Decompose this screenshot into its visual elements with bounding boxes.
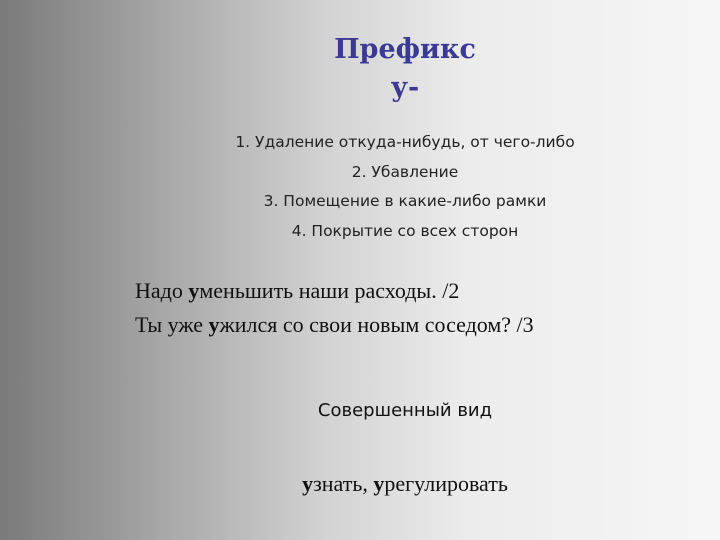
- highlighted-prefix: у: [302, 471, 314, 496]
- aspect-label: Совершенный вид: [317, 400, 493, 421]
- verb-examples: [200, 471, 610, 497]
- example-text: меньшить наши расходы. /2: [199, 278, 460, 303]
- verb-text: регулировать: [384, 471, 508, 496]
- example-text: Ты уже: [135, 312, 209, 337]
- meaning-item: 3. Помещение в какие-либо рамки: [263, 192, 547, 210]
- prefix-label: у-: [390, 72, 420, 103]
- meaning-item: 1. Удаление откуда-нибудь, от чего-либо: [235, 133, 575, 151]
- example-sentence: [135, 312, 534, 338]
- highlighted-prefix: у: [188, 278, 200, 303]
- verb-text: знать: [313, 471, 363, 496]
- highlighted-prefix: у: [373, 471, 385, 496]
- meaning-item: 2. Убавление: [351, 162, 459, 181]
- meanings-list: [140, 128, 670, 246]
- highlighted-prefix: у: [208, 312, 220, 337]
- example-sentence: [135, 278, 459, 304]
- slide-title: Префикс: [334, 34, 476, 65]
- meaning-item: 4. Покрытие со всех сторон: [291, 221, 519, 240]
- example-text: жился со свои новым соседом? /3: [219, 312, 534, 337]
- separator: ,: [362, 471, 374, 496]
- example-text: Надо: [135, 278, 189, 303]
